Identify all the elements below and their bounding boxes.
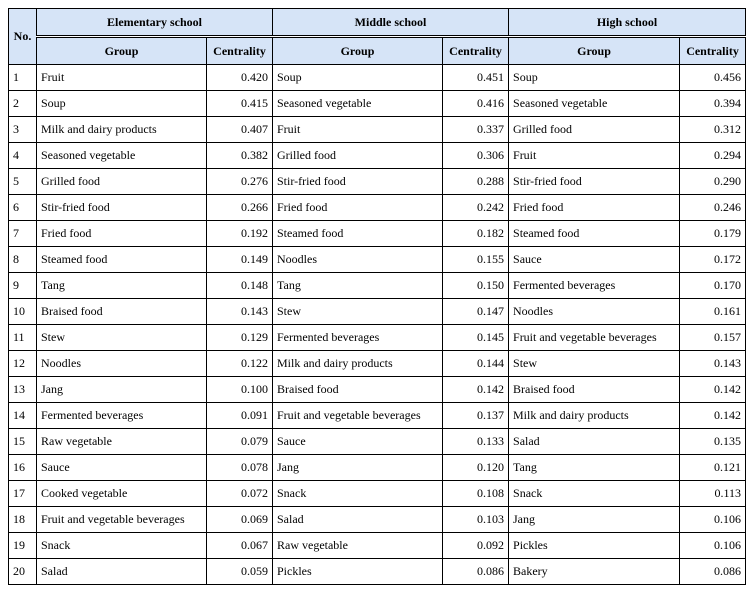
- elementary-centrality-cell: 0.143: [207, 299, 273, 325]
- middle-group-cell: Raw vegetable: [273, 533, 443, 559]
- elementary-group-cell: Salad: [37, 559, 207, 585]
- elementary-group-cell: Fermented beverages: [37, 403, 207, 429]
- middle-group-cell: Seasoned vegetable: [273, 91, 443, 117]
- elementary-group-cell: Jang: [37, 377, 207, 403]
- middle-school-header: Middle school: [273, 9, 509, 37]
- high-group-cell: Fruit and vegetable beverages: [509, 325, 680, 351]
- middle-group-cell: Pickles: [273, 559, 443, 585]
- table-row: [9, 169, 746, 195]
- high-centrality-cell: 0.312: [680, 117, 746, 143]
- row-number: 15: [9, 429, 37, 455]
- elementary-group-cell: Stew: [37, 325, 207, 351]
- elementary-school-header: Elementary school: [37, 9, 273, 37]
- row-number: 18: [9, 507, 37, 533]
- high-group-cell: Pickles: [509, 533, 680, 559]
- elementary-centrality-cell: 0.420: [207, 65, 273, 91]
- high-centrality-cell: 0.143: [680, 351, 746, 377]
- middle-centrality-cell: 0.133: [443, 429, 509, 455]
- table-row: [9, 91, 746, 117]
- elementary-centrality-cell: 0.091: [207, 403, 273, 429]
- elementary-group-cell: Fruit: [37, 65, 207, 91]
- table-row: [9, 247, 746, 273]
- high-centrality-cell: 0.142: [680, 403, 746, 429]
- elementary-group-cell: Steamed food: [37, 247, 207, 273]
- middle-centrality-cell: 0.150: [443, 273, 509, 299]
- row-number: 8: [9, 247, 37, 273]
- high-centrality-cell: 0.294: [680, 143, 746, 169]
- middle-centrality-cell: 0.182: [443, 221, 509, 247]
- middle-centrality-cell: 0.142: [443, 377, 509, 403]
- high-group-cell: Milk and dairy products: [509, 403, 680, 429]
- high-group-cell: Soup: [509, 65, 680, 91]
- elementary-group-header: Group: [37, 37, 207, 65]
- high-group-cell: Braised food: [509, 377, 680, 403]
- high-centrality-cell: 0.246: [680, 195, 746, 221]
- elementary-centrality-cell: 0.192: [207, 221, 273, 247]
- high-group-cell: Fruit: [509, 143, 680, 169]
- high-group-cell: Grilled food: [509, 117, 680, 143]
- elementary-group-cell: Milk and dairy products: [37, 117, 207, 143]
- high-group-cell: Noodles: [509, 299, 680, 325]
- row-number: 13: [9, 377, 37, 403]
- table-row: [9, 403, 746, 429]
- high-group-cell: Bakery: [509, 559, 680, 585]
- high-centrality-cell: 0.086: [680, 559, 746, 585]
- middle-centrality-cell: 0.288: [443, 169, 509, 195]
- high-centrality-cell: 0.106: [680, 507, 746, 533]
- high-centrality-cell: 0.170: [680, 273, 746, 299]
- high-centrality-cell: 0.121: [680, 455, 746, 481]
- elementary-centrality-cell: 0.078: [207, 455, 273, 481]
- high-centrality-cell: 0.135: [680, 429, 746, 455]
- middle-group-cell: Braised food: [273, 377, 443, 403]
- elementary-centrality-cell: 0.072: [207, 481, 273, 507]
- high-centrality-cell: 0.172: [680, 247, 746, 273]
- row-number: 9: [9, 273, 37, 299]
- middle-centrality-cell: 0.086: [443, 559, 509, 585]
- middle-group-cell: Noodles: [273, 247, 443, 273]
- row-number: 7: [9, 221, 37, 247]
- no-header: No.: [9, 9, 37, 65]
- high-centrality-cell: 0.161: [680, 299, 746, 325]
- high-centrality-cell: 0.179: [680, 221, 746, 247]
- table-body: [9, 65, 746, 585]
- elementary-group-cell: Snack: [37, 533, 207, 559]
- table-row: [9, 65, 746, 91]
- row-number: 17: [9, 481, 37, 507]
- table-row: [9, 325, 746, 351]
- middle-group-cell: Tang: [273, 273, 443, 299]
- table-row: [9, 507, 746, 533]
- middle-group-header: Group: [273, 37, 443, 65]
- high-group-cell: Stew: [509, 351, 680, 377]
- row-number: 19: [9, 533, 37, 559]
- table-row: [9, 455, 746, 481]
- elementary-group-cell: Grilled food: [37, 169, 207, 195]
- elementary-group-cell: Fried food: [37, 221, 207, 247]
- middle-centrality-cell: 0.147: [443, 299, 509, 325]
- elementary-centrality-cell: 0.276: [207, 169, 273, 195]
- elementary-group-cell: Stir-fried food: [37, 195, 207, 221]
- middle-group-cell: Stir-fried food: [273, 169, 443, 195]
- row-number: 11: [9, 325, 37, 351]
- middle-group-cell: Snack: [273, 481, 443, 507]
- elementary-centrality-cell: 0.122: [207, 351, 273, 377]
- middle-centrality-cell: 0.145: [443, 325, 509, 351]
- high-group-cell: Steamed food: [509, 221, 680, 247]
- high-centrality-header: Centrality: [680, 37, 746, 65]
- middle-centrality-cell: 0.144: [443, 351, 509, 377]
- table-row: [9, 481, 746, 507]
- elementary-centrality-cell: 0.079: [207, 429, 273, 455]
- high-group-cell: Stir-fried food: [509, 169, 680, 195]
- middle-group-cell: Grilled food: [273, 143, 443, 169]
- middle-centrality-cell: 0.120: [443, 455, 509, 481]
- high-centrality-cell: 0.456: [680, 65, 746, 91]
- middle-group-cell: Milk and dairy products: [273, 351, 443, 377]
- row-number: 6: [9, 195, 37, 221]
- table-row: [9, 351, 746, 377]
- middle-centrality-cell: 0.108: [443, 481, 509, 507]
- high-school-header: High school: [509, 9, 746, 37]
- high-group-cell: Sauce: [509, 247, 680, 273]
- elementary-group-cell: Seasoned vegetable: [37, 143, 207, 169]
- high-centrality-cell: 0.142: [680, 377, 746, 403]
- middle-group-cell: Fried food: [273, 195, 443, 221]
- elementary-group-cell: Raw vegetable: [37, 429, 207, 455]
- table-row: [9, 143, 746, 169]
- elementary-centrality-cell: 0.100: [207, 377, 273, 403]
- row-number: 20: [9, 559, 37, 585]
- table-row: [9, 299, 746, 325]
- middle-centrality-header: Centrality: [443, 37, 509, 65]
- high-group-cell: Seasoned vegetable: [509, 91, 680, 117]
- row-number: 12: [9, 351, 37, 377]
- middle-centrality-cell: 0.416: [443, 91, 509, 117]
- row-number: 2: [9, 91, 37, 117]
- row-number: 4: [9, 143, 37, 169]
- high-group-cell: Fermented beverages: [509, 273, 680, 299]
- row-number: 3: [9, 117, 37, 143]
- row-number: 5: [9, 169, 37, 195]
- middle-group-cell: Stew: [273, 299, 443, 325]
- high-centrality-cell: 0.157: [680, 325, 746, 351]
- middle-centrality-cell: 0.155: [443, 247, 509, 273]
- middle-group-cell: Salad: [273, 507, 443, 533]
- elementary-centrality-cell: 0.415: [207, 91, 273, 117]
- middle-centrality-cell: 0.337: [443, 117, 509, 143]
- middle-group-cell: Steamed food: [273, 221, 443, 247]
- high-centrality-cell: 0.106: [680, 533, 746, 559]
- high-group-cell: Fried food: [509, 195, 680, 221]
- elementary-centrality-cell: 0.129: [207, 325, 273, 351]
- table-row: [9, 559, 746, 585]
- elementary-group-cell: Fruit and vegetable beverages: [37, 507, 207, 533]
- elementary-centrality-cell: 0.407: [207, 117, 273, 143]
- elementary-centrality-header: Centrality: [207, 37, 273, 65]
- row-number: 1: [9, 65, 37, 91]
- high-group-cell: Jang: [509, 507, 680, 533]
- high-centrality-cell: 0.290: [680, 169, 746, 195]
- middle-group-cell: Soup: [273, 65, 443, 91]
- elementary-centrality-cell: 0.266: [207, 195, 273, 221]
- row-number: 16: [9, 455, 37, 481]
- elementary-group-cell: Tang: [37, 273, 207, 299]
- elementary-centrality-cell: 0.067: [207, 533, 273, 559]
- middle-centrality-cell: 0.103: [443, 507, 509, 533]
- middle-group-cell: Fermented beverages: [273, 325, 443, 351]
- table-row: [9, 533, 746, 559]
- table-row: [9, 221, 746, 247]
- middle-group-cell: Fruit: [273, 117, 443, 143]
- table-row: [9, 195, 746, 221]
- table-row: [9, 117, 746, 143]
- middle-group-cell: Jang: [273, 455, 443, 481]
- elementary-centrality-cell: 0.149: [207, 247, 273, 273]
- elementary-centrality-cell: 0.148: [207, 273, 273, 299]
- elementary-group-cell: Braised food: [37, 299, 207, 325]
- middle-centrality-cell: 0.451: [443, 65, 509, 91]
- high-group-header: Group: [509, 37, 680, 65]
- elementary-centrality-cell: 0.382: [207, 143, 273, 169]
- middle-centrality-cell: 0.242: [443, 195, 509, 221]
- high-group-cell: Tang: [509, 455, 680, 481]
- row-number: 14: [9, 403, 37, 429]
- middle-centrality-cell: 0.306: [443, 143, 509, 169]
- elementary-group-cell: Soup: [37, 91, 207, 117]
- high-group-cell: Salad: [509, 429, 680, 455]
- elementary-group-cell: Cooked vegetable: [37, 481, 207, 507]
- elementary-group-cell: Sauce: [37, 455, 207, 481]
- table-row: [9, 273, 746, 299]
- middle-group-cell: Sauce: [273, 429, 443, 455]
- row-number: 10: [9, 299, 37, 325]
- table-row: [9, 377, 746, 403]
- table-row: [9, 429, 746, 455]
- middle-group-cell: Fruit and vegetable beverages: [273, 403, 443, 429]
- high-group-cell: Snack: [509, 481, 680, 507]
- middle-centrality-cell: 0.092: [443, 533, 509, 559]
- centrality-table: [8, 8, 746, 585]
- high-centrality-cell: 0.113: [680, 481, 746, 507]
- elementary-centrality-cell: 0.069: [207, 507, 273, 533]
- elementary-group-cell: Noodles: [37, 351, 207, 377]
- elementary-centrality-cell: 0.059: [207, 559, 273, 585]
- middle-centrality-cell: 0.137: [443, 403, 509, 429]
- high-centrality-cell: 0.394: [680, 91, 746, 117]
